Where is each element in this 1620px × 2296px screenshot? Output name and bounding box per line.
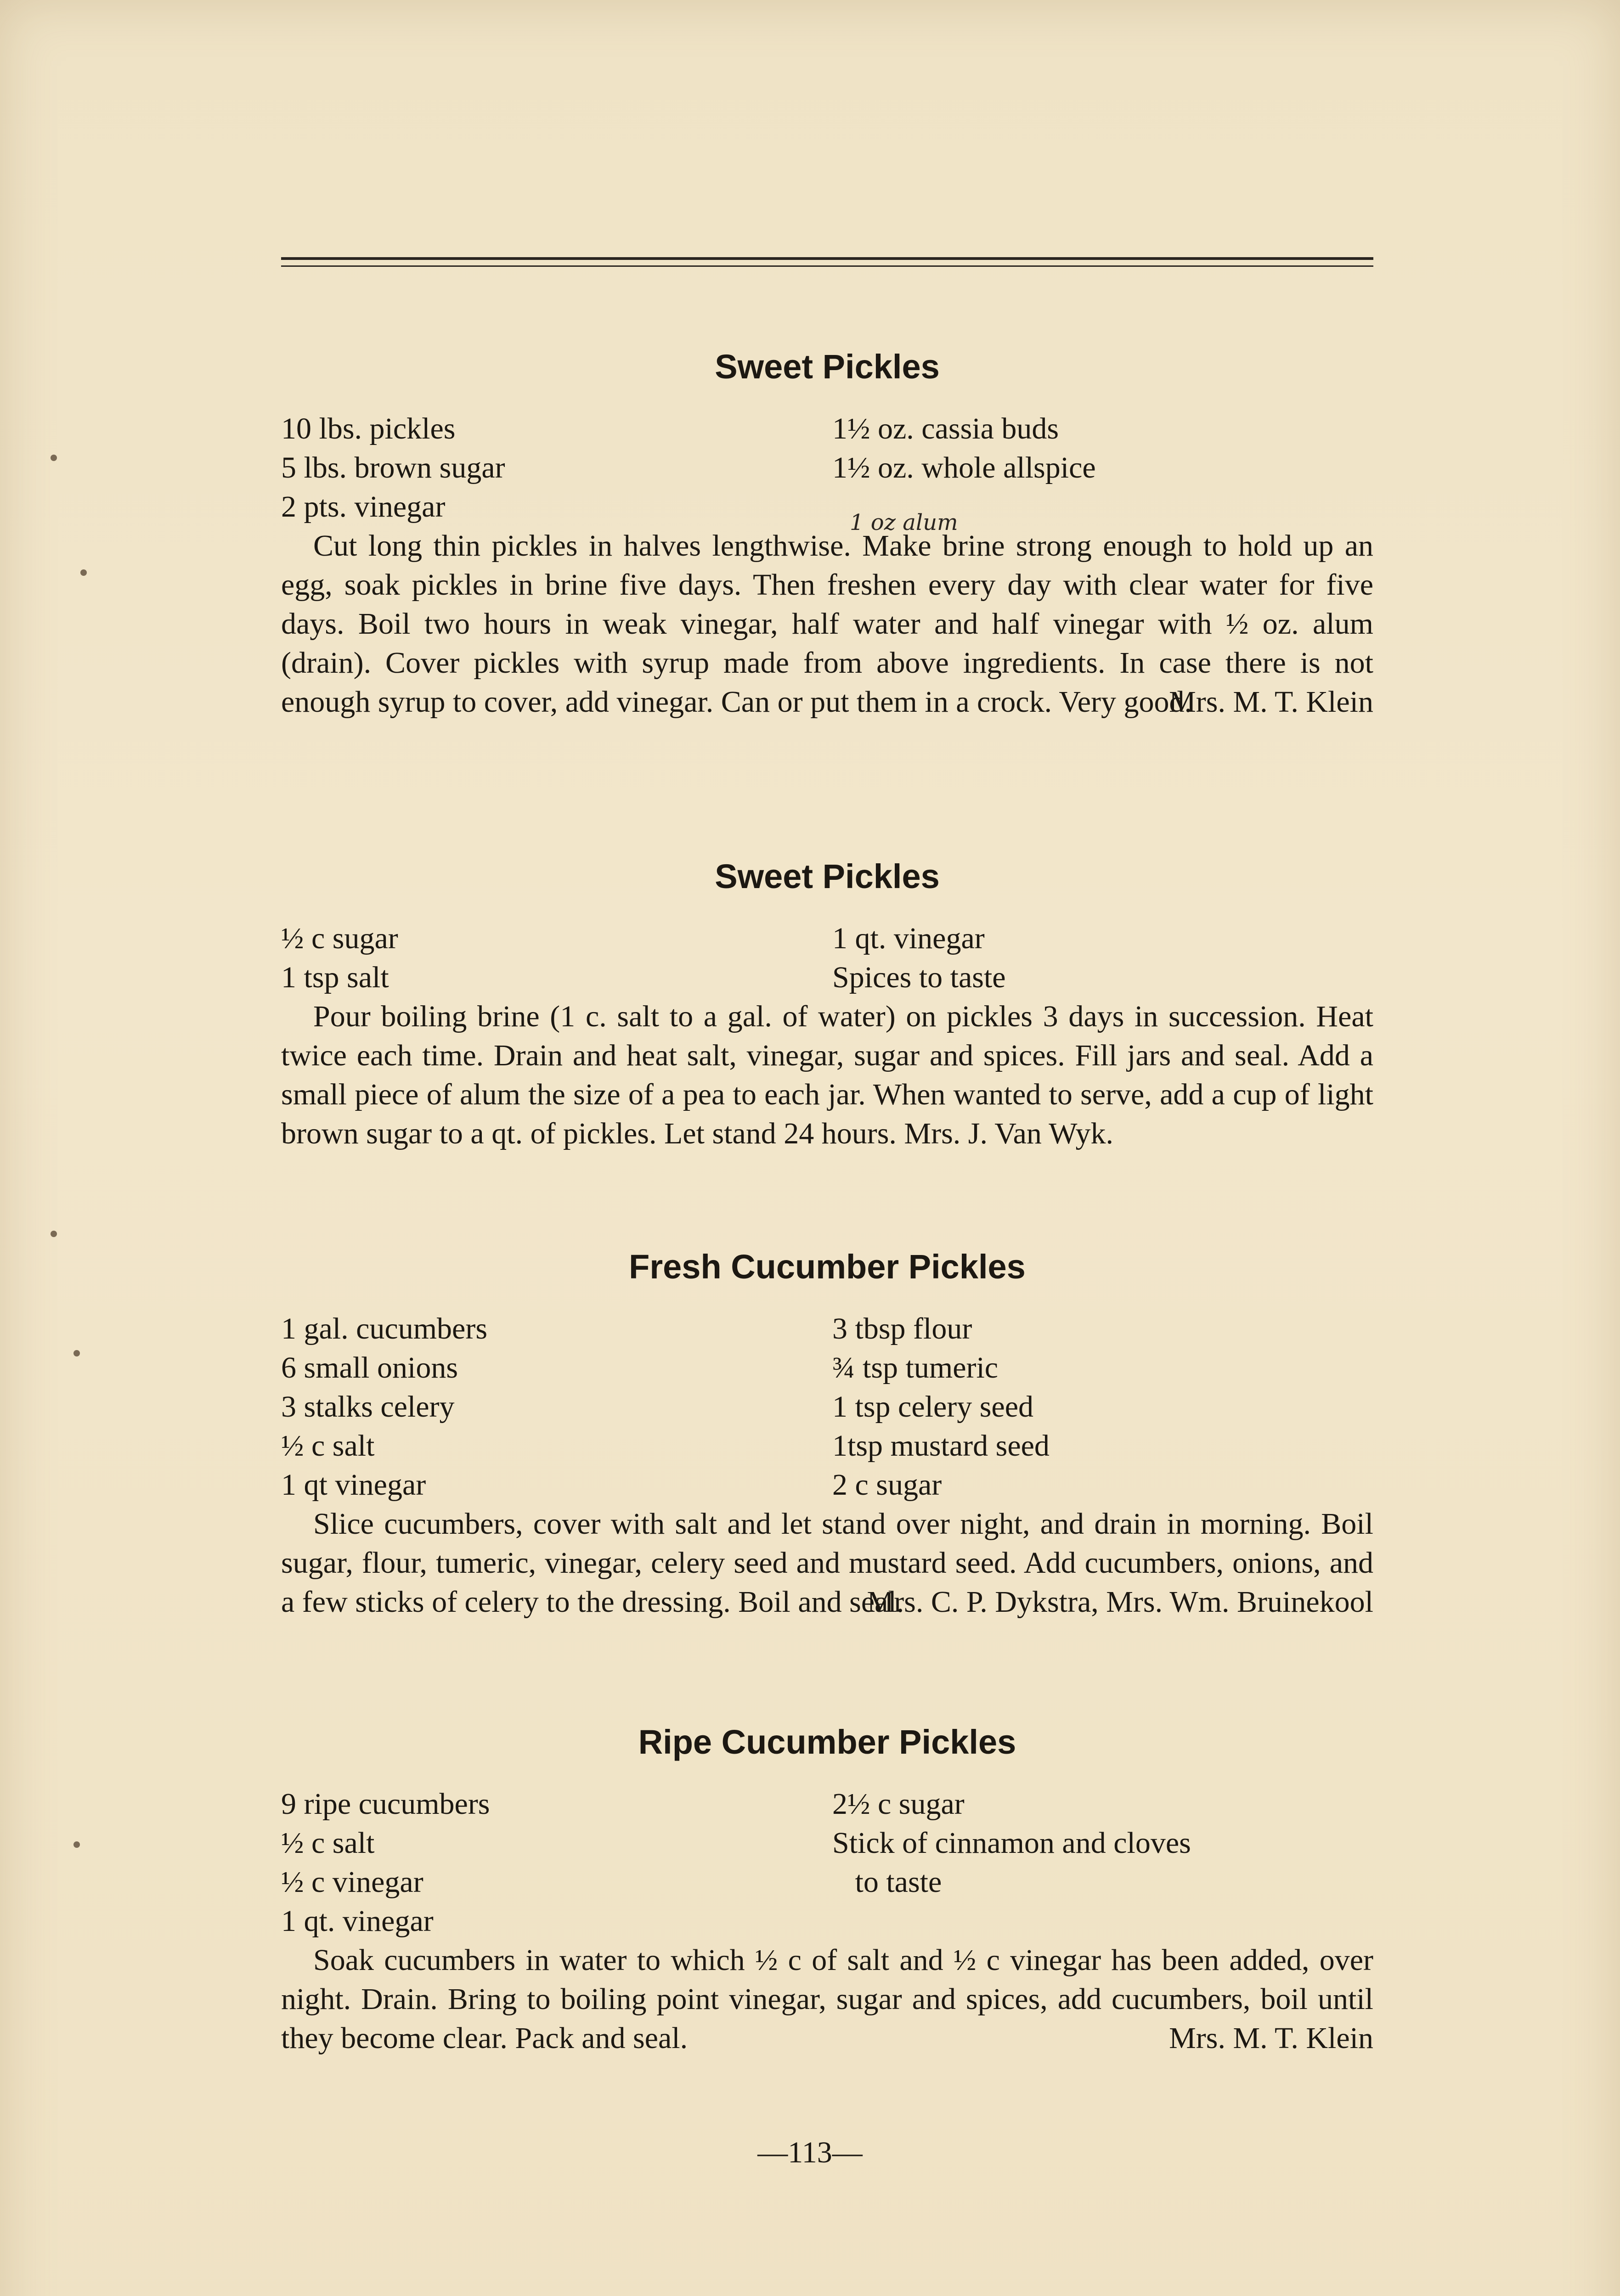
recipe-author: Mrs. M. T. Klein — [1169, 2021, 1373, 2055]
ingredient: ½ c salt — [281, 1429, 375, 1463]
ingredient: 9 ripe cucumbers — [281, 1787, 490, 1821]
recipe-title: Fresh Cucumber Pickles — [629, 1248, 1026, 1286]
page-number: —113— — [757, 2136, 863, 2169]
margin-mark — [51, 455, 57, 461]
instructions-text: Pour boiling brine (1 c. salt to a gal. of water) on pickles 3 days in succession. Heat twice each time. Drain and heat salt, vinegar, sugar and spices. Fill jars and seal. Add a small piece of alum the size of a pea to each jar. When wanted to serve, add a cup of light brown sugar to a qt. of pickles. Let stand 24 hours. — [281, 1000, 1373, 1150]
instructions — [281, 997, 1373, 1153]
margin-mark — [73, 1350, 80, 1356]
ingredient: 3 tbsp flour — [832, 1312, 972, 1345]
ingredient: 10 lbs. pickles — [281, 412, 456, 445]
handwritten-note: 1 oz alum — [850, 510, 958, 535]
ingredient: 1 tsp salt — [281, 961, 389, 994]
ingredient-list — [281, 1784, 1373, 1941]
recipe-author: Mrs. M. T. Klein — [1169, 685, 1373, 719]
ingredient: 1 qt. vinegar — [281, 1904, 434, 1938]
ingredient: 2½ c sugar — [832, 1787, 965, 1821]
ingredient: 5 lbs. brown sugar — [281, 451, 505, 484]
ingredient: 1½ oz. cassia buds — [832, 412, 1059, 445]
ingredient: Stick of cinnamon and cloves — [832, 1826, 1191, 1860]
ingredient — [832, 1902, 1373, 1941]
ingredient: 1 gal. cucumbers — [281, 1312, 488, 1345]
recipe-fresh-cucumber-pickles — [281, 1247, 1373, 1621]
instructions-text: Cut long thin pickles in halves lengthwise. Make brine strong enough to hold up an egg, soak pickles in brine five days. Then freshen every day with clear water for five days. Boil two hours in weak vinegar, half water and half vinegar with ½ oz. alum (drain). Cover pickles with syrup made from above ingredients. In case there is not enough syrup to cover, add vinegar. Can or put them in a crock. Very good. — [281, 529, 1373, 719]
margin-mark — [73, 1841, 80, 1848]
recipe-author: Mrs. J. Van Wyk. — [904, 1117, 1114, 1150]
ingredient: Spices to taste — [832, 961, 1006, 994]
ingredient: 1½ oz. whole allspice — [832, 451, 1096, 484]
ingredient: 3 stalks celery — [281, 1390, 455, 1424]
ingredient — [832, 487, 1373, 526]
top-rule-thick — [281, 257, 1373, 260]
ingredient: 1 qt vinegar — [281, 1468, 426, 1502]
recipe-author: Mrs. C. P. Dykstra, Mrs. Wm. Bruinekool — [867, 1585, 1373, 1619]
ingredient: to taste — [832, 1865, 942, 1899]
top-rule-thin — [281, 265, 1373, 267]
ingredient: 1 tsp celery seed — [832, 1390, 1033, 1424]
ingredient: ½ c vinegar — [281, 1865, 423, 1899]
ingredient: 6 small onions — [281, 1351, 458, 1384]
recipe-ripe-cucumber-pickles — [281, 1722, 1373, 2058]
ingredient: ¾ tsp tumeric — [832, 1351, 999, 1384]
ingredient: 1 qt. vinegar — [832, 922, 985, 955]
ingredient: ½ c sugar — [281, 922, 398, 955]
ingredient-list — [281, 919, 1373, 997]
ingredient-list — [281, 409, 1373, 526]
recipe-title: Ripe Cucumber Pickles — [638, 1723, 1016, 1761]
ingredient: ½ c salt — [281, 1826, 375, 1860]
ingredient: 1tsp mustard seed — [832, 1429, 1050, 1463]
ingredient: 2 pts. vinegar — [281, 490, 446, 523]
ingredient-list — [281, 1309, 1373, 1504]
margin-mark — [80, 569, 87, 576]
recipe-title: Sweet Pickles — [715, 857, 940, 895]
instructions-text: Slice cucumbers, cover with salt and let stand over night, and drain in morning. Boil sugar, flour, tumeric, vinegar, celery seed and mustard seed. Add cucumbers, onions, and a few sticks of celery to the dressing. Boil and seal. — [281, 1507, 1373, 1619]
instructions-text: Soak cucumbers in water to which ½ c of salt and ½ c vinegar has been added, over night. Drain. Bring to boiling point vinegar, sugar and spices, add cucumbers, boil until they become clear. Pack and seal. — [281, 1943, 1373, 2055]
recipe-title: Sweet Pickles — [715, 348, 940, 386]
recipe-sweet-pickles-2 — [281, 857, 1373, 1153]
margin-mark — [51, 1231, 57, 1237]
ingredient: 2 c sugar — [832, 1468, 942, 1502]
recipe-sweet-pickles-1 — [281, 347, 1373, 721]
